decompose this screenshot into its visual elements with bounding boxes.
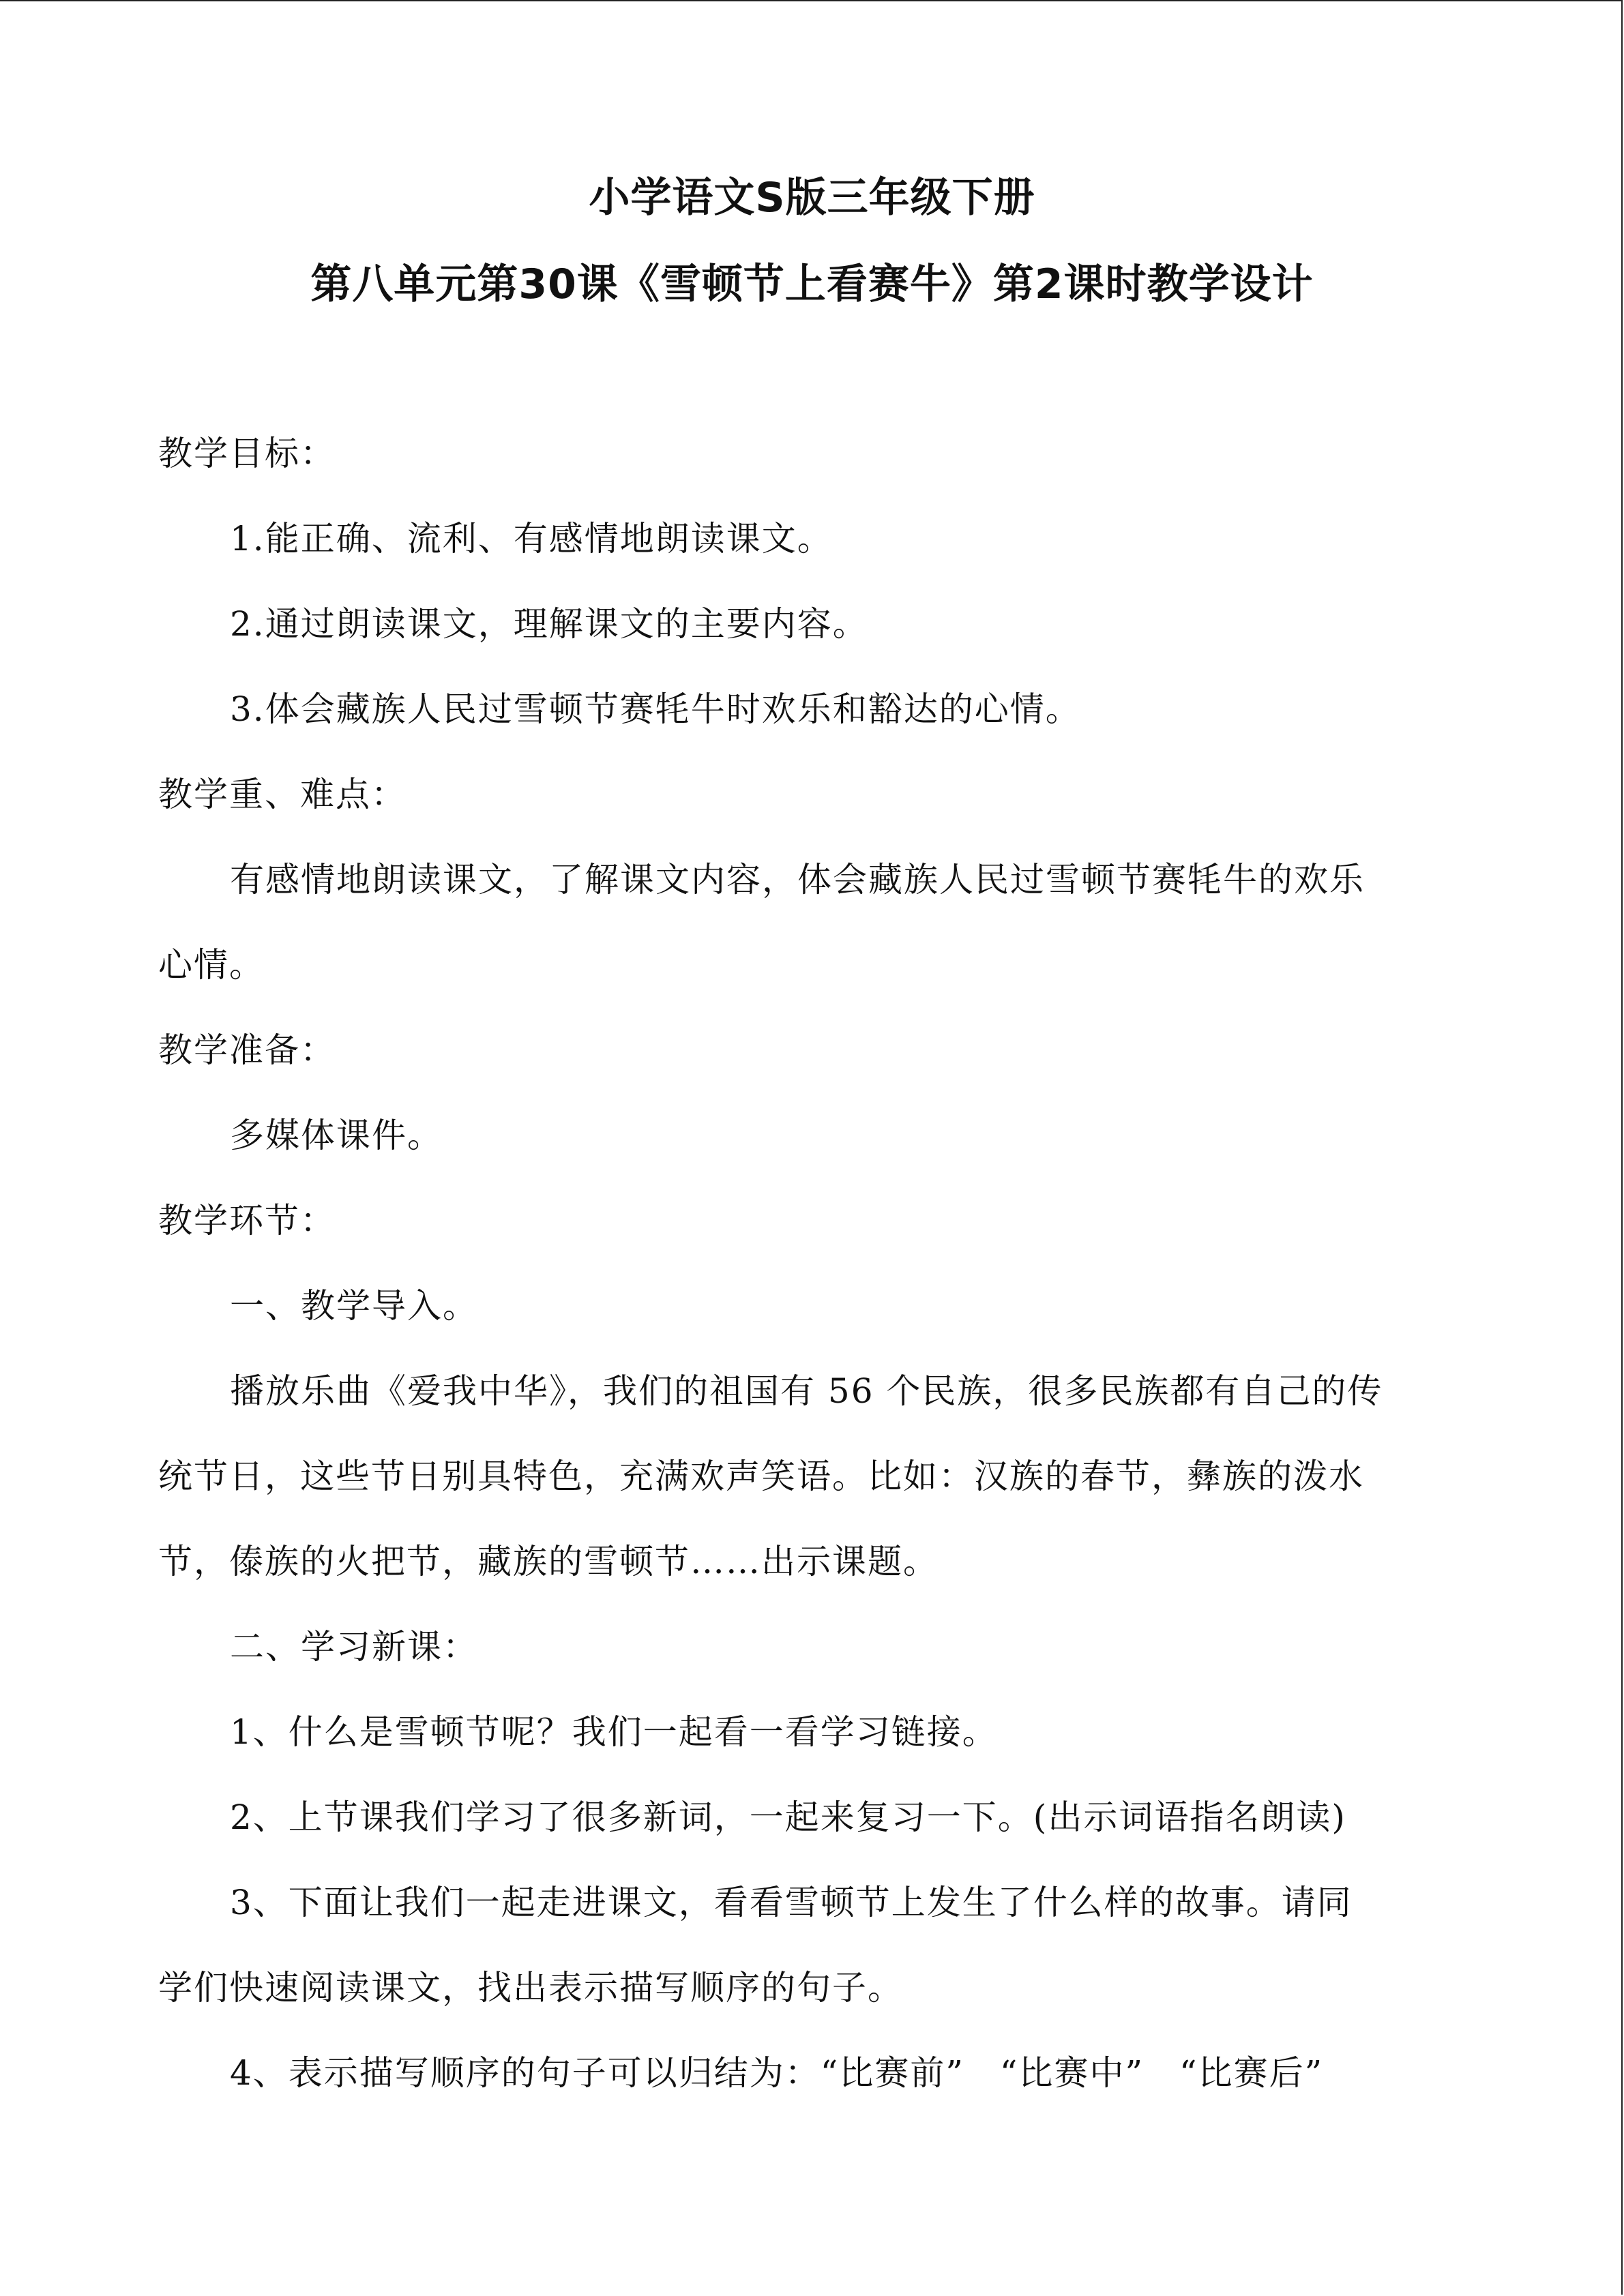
objective-item-2: 2.通过朗读课文，理解课文的主要内容。 [230,604,868,644]
step-1-text: 1、什么是雪顿节呢？我们一起看一看学习链接。 [230,1712,998,1752]
section-1-heading: 一、教学导入。 [230,1286,478,1326]
document-title-line-1: 小学语文S版三年级下册 [589,174,1035,222]
step-2-text: 2、上节课我们学习了很多新词，一起来复习一下。(出示词语指名朗读) [230,1798,1346,1837]
objective-item-1: 1.能正确、流利、有感情地朗读课文。 [230,519,833,558]
section-1-paragraph-line-2: 统节日，这些节日别具特色，充满欢声笑语。比如：汉族的春节，彝族的泼水 [158,1457,1364,1496]
objectives-heading: 教学目标： [158,434,336,473]
key-points-heading: 教学重、难点： [158,775,407,814]
objective-item-3: 3.体会藏族人民过雪顿节赛牦牛时欢乐和豁达的心情。 [230,689,1081,729]
section-1-paragraph-line-1: 播放乐曲《爱我中华》，我们的祖国有 56 个民族，很多民族都有自己的传 [230,1371,1383,1411]
step-3-text-line-2: 学们快速阅读课文，找出表示描写顺序的句子。 [158,1968,903,2008]
document-title-line-2: 第八单元第30课《雪顿节上看赛牛》第2课时教学设计 [310,260,1314,308]
section-1-paragraph-line-3: 节，傣族的火把节，藏族的雪顿节……出示课题。 [158,1542,939,1581]
preparation-heading: 教学准备： [158,1030,336,1070]
step-4-text: 4、表示描写顺序的句子可以归结为：“比赛前” “比赛中” “比赛后” [230,2053,1324,2093]
key-points-text-line-2: 心情。 [158,945,265,985]
section-2-heading: 二、学习新课： [230,1627,478,1667]
preparation-text: 多媒体课件。 [230,1116,443,1155]
step-3-text-line-1: 3、下面让我们一起走进课文，看看雪顿节上发生了什么样的故事。请同 [230,1883,1353,1922]
key-points-text-line-1: 有感情地朗读课文，了解课文内容，体会藏族人民过雪顿节赛牦牛的欢乐 [230,860,1365,899]
procedure-heading: 教学环节： [158,1201,336,1240]
